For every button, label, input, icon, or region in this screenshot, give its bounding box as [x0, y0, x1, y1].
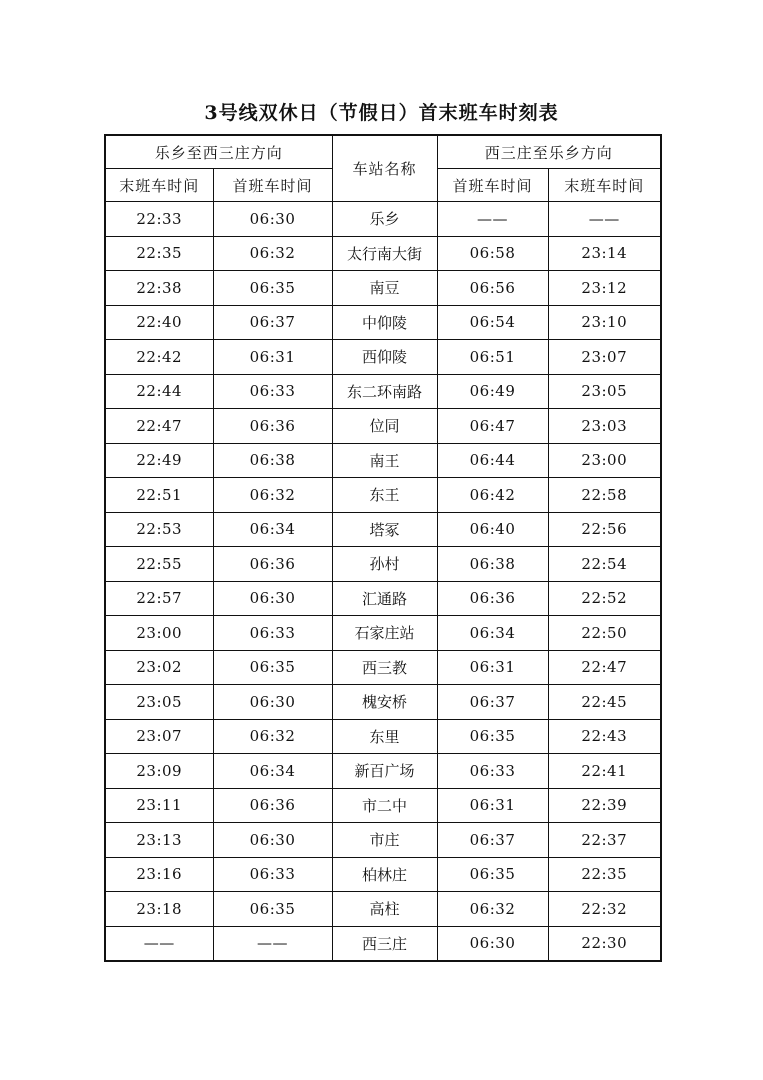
right-first-train-cell: 06:32 — [437, 892, 548, 927]
left-first-train-cell: 06:32 — [213, 719, 332, 754]
right-last-train-cell: 22:50 — [548, 616, 661, 651]
right-first-train-cell: 06:33 — [437, 754, 548, 789]
left-first-train-cell: 06:32 — [213, 478, 332, 513]
station-name-cell: 乐乡 — [332, 202, 437, 237]
station-name-cell: 孙村 — [332, 547, 437, 582]
right-last-train-cell: 23:03 — [548, 409, 661, 444]
right-first-train-cell: 06:49 — [437, 374, 548, 409]
left-last-train-cell: 22:44 — [105, 374, 213, 409]
left-first-train-header: 首班车时间 — [213, 169, 332, 202]
right-last-train-cell: 22:35 — [548, 857, 661, 892]
right-last-train-cell: 22:37 — [548, 823, 661, 858]
right-last-train-cell: —— — [548, 202, 661, 237]
left-last-train-cell: 23:02 — [105, 650, 213, 685]
left-last-train-cell: 23:07 — [105, 719, 213, 754]
table-row — [105, 754, 661, 789]
right-first-train-cell: —— — [437, 202, 548, 237]
table-row — [105, 857, 661, 892]
table-row — [105, 650, 661, 685]
left-last-train-cell: 22:51 — [105, 478, 213, 513]
right-last-train-cell: 23:07 — [548, 340, 661, 375]
right-last-train-cell: 23:10 — [548, 305, 661, 340]
right-first-train-cell: 06:35 — [437, 857, 548, 892]
table-row — [105, 305, 661, 340]
station-name-cell: 南王 — [332, 443, 437, 478]
left-last-train-cell: 22:57 — [105, 581, 213, 616]
left-first-train-cell: 06:38 — [213, 443, 332, 478]
station-column-header: 车站名称 — [332, 135, 437, 202]
right-first-train-cell: 06:51 — [437, 340, 548, 375]
right-last-train-cell: 22:30 — [548, 926, 661, 961]
station-name-cell: 汇通路 — [332, 581, 437, 616]
table-row — [105, 271, 661, 306]
timetable — [104, 134, 662, 962]
station-name-cell: 新百广场 — [332, 754, 437, 789]
table-row — [105, 926, 661, 961]
station-name-cell: 太行南大街 — [332, 236, 437, 271]
station-name-cell: 高柱 — [332, 892, 437, 927]
right-last-train-cell: 22:54 — [548, 547, 661, 582]
station-name-cell: 东王 — [332, 478, 437, 513]
table-row — [105, 202, 661, 237]
station-name-cell: 市二中 — [332, 788, 437, 823]
station-name-cell: 石家庄站 — [332, 616, 437, 651]
right-first-train-cell: 06:31 — [437, 650, 548, 685]
right-last-train-cell: 22:58 — [548, 478, 661, 513]
right-first-train-cell: 06:56 — [437, 271, 548, 306]
station-name-cell: 柏林庄 — [332, 857, 437, 892]
right-first-train-cell: 06:42 — [437, 478, 548, 513]
left-last-train-cell: 22:42 — [105, 340, 213, 375]
left-last-train-header: 末班车时间 — [105, 169, 213, 202]
left-last-train-cell: 22:38 — [105, 271, 213, 306]
left-first-train-cell: 06:36 — [213, 409, 332, 444]
right-first-train-cell: 06:31 — [437, 788, 548, 823]
direction-right-header: 西三庄至乐乡方向 — [437, 135, 661, 169]
right-last-train-cell: 22:45 — [548, 685, 661, 720]
header-row-direction — [105, 135, 661, 169]
left-last-train-cell: 23:18 — [105, 892, 213, 927]
right-first-train-cell: 06:47 — [437, 409, 548, 444]
right-last-train-cell: 23:00 — [548, 443, 661, 478]
direction-left-header: 乐乡至西三庄方向 — [105, 135, 332, 169]
right-first-train-cell: 06:54 — [437, 305, 548, 340]
right-first-train-cell: 06:40 — [437, 512, 548, 547]
left-first-train-cell: 06:36 — [213, 547, 332, 582]
right-first-train-cell: 06:35 — [437, 719, 548, 754]
right-first-train-cell: 06:38 — [437, 547, 548, 582]
left-first-train-cell: 06:30 — [213, 823, 332, 858]
left-first-train-cell: 06:33 — [213, 857, 332, 892]
left-last-train-cell: 23:05 — [105, 685, 213, 720]
right-last-train-header: 末班车时间 — [548, 169, 661, 202]
left-first-train-cell: —— — [213, 926, 332, 961]
left-first-train-cell: 06:36 — [213, 788, 332, 823]
left-first-train-cell: 06:30 — [213, 685, 332, 720]
table-row — [105, 340, 661, 375]
right-first-train-cell: 06:34 — [437, 616, 548, 651]
table-row — [105, 478, 661, 513]
right-first-train-cell: 06:37 — [437, 823, 548, 858]
right-first-train-cell: 06:36 — [437, 581, 548, 616]
right-last-train-cell: 23:14 — [548, 236, 661, 271]
left-first-train-cell: 06:30 — [213, 202, 332, 237]
left-last-train-cell: 22:40 — [105, 305, 213, 340]
station-name-cell: 槐安桥 — [332, 685, 437, 720]
left-last-train-cell: 22:35 — [105, 236, 213, 271]
left-last-train-cell: 23:11 — [105, 788, 213, 823]
left-last-train-cell: 22:55 — [105, 547, 213, 582]
station-name-cell: 东里 — [332, 719, 437, 754]
station-name-cell: 市庄 — [332, 823, 437, 858]
right-first-train-header: 首班车时间 — [437, 169, 548, 202]
station-name-cell: 东二环南路 — [332, 374, 437, 409]
table-row — [105, 685, 661, 720]
table-row — [105, 409, 661, 444]
left-first-train-cell: 06:35 — [213, 650, 332, 685]
table-row — [105, 443, 661, 478]
right-first-train-cell: 06:30 — [437, 926, 548, 961]
left-last-train-cell: 23:00 — [105, 616, 213, 651]
right-last-train-cell: 22:39 — [548, 788, 661, 823]
left-first-train-cell: 06:35 — [213, 271, 332, 306]
table-row — [105, 892, 661, 927]
right-last-train-cell: 22:43 — [548, 719, 661, 754]
table-row — [105, 616, 661, 651]
right-last-train-cell: 23:12 — [548, 271, 661, 306]
left-first-train-cell: 06:34 — [213, 754, 332, 789]
right-last-train-cell: 22:56 — [548, 512, 661, 547]
left-first-train-cell: 06:32 — [213, 236, 332, 271]
left-last-train-cell: —— — [105, 926, 213, 961]
table-row — [105, 788, 661, 823]
left-last-train-cell: 23:13 — [105, 823, 213, 858]
left-first-train-cell: 06:34 — [213, 512, 332, 547]
left-first-train-cell: 06:35 — [213, 892, 332, 927]
table-row — [105, 547, 661, 582]
left-first-train-cell: 06:33 — [213, 374, 332, 409]
right-last-train-cell: 23:05 — [548, 374, 661, 409]
left-first-train-cell: 06:37 — [213, 305, 332, 340]
right-first-train-cell: 06:44 — [437, 443, 548, 478]
left-last-train-cell: 23:16 — [105, 857, 213, 892]
right-first-train-cell: 06:58 — [437, 236, 548, 271]
station-name-cell: 西仰陵 — [332, 340, 437, 375]
left-last-train-cell: 22:53 — [105, 512, 213, 547]
left-first-train-cell: 06:33 — [213, 616, 332, 651]
station-name-cell: 位同 — [332, 409, 437, 444]
left-last-train-cell: 22:33 — [105, 202, 213, 237]
right-last-train-cell: 22:41 — [548, 754, 661, 789]
table-row — [105, 719, 661, 754]
left-last-train-cell: 22:47 — [105, 409, 213, 444]
station-name-cell: 中仰陵 — [332, 305, 437, 340]
left-last-train-cell: 22:49 — [105, 443, 213, 478]
table-row — [105, 236, 661, 271]
table-row — [105, 581, 661, 616]
station-name-cell: 南豆 — [332, 271, 437, 306]
table-row — [105, 374, 661, 409]
left-first-train-cell: 06:30 — [213, 581, 332, 616]
right-last-train-cell: 22:52 — [548, 581, 661, 616]
right-first-train-cell: 06:37 — [437, 685, 548, 720]
right-last-train-cell: 22:32 — [548, 892, 661, 927]
table-row — [105, 823, 661, 858]
right-last-train-cell: 22:47 — [548, 650, 661, 685]
table-row — [105, 512, 661, 547]
left-first-train-cell: 06:31 — [213, 340, 332, 375]
station-name-cell: 西三教 — [332, 650, 437, 685]
station-name-cell: 塔冢 — [332, 512, 437, 547]
page-title: 3号线双休日（节假日）首末班车时刻表 — [204, 102, 559, 124]
left-last-train-cell: 23:09 — [105, 754, 213, 789]
station-name-cell: 西三庄 — [332, 926, 437, 961]
